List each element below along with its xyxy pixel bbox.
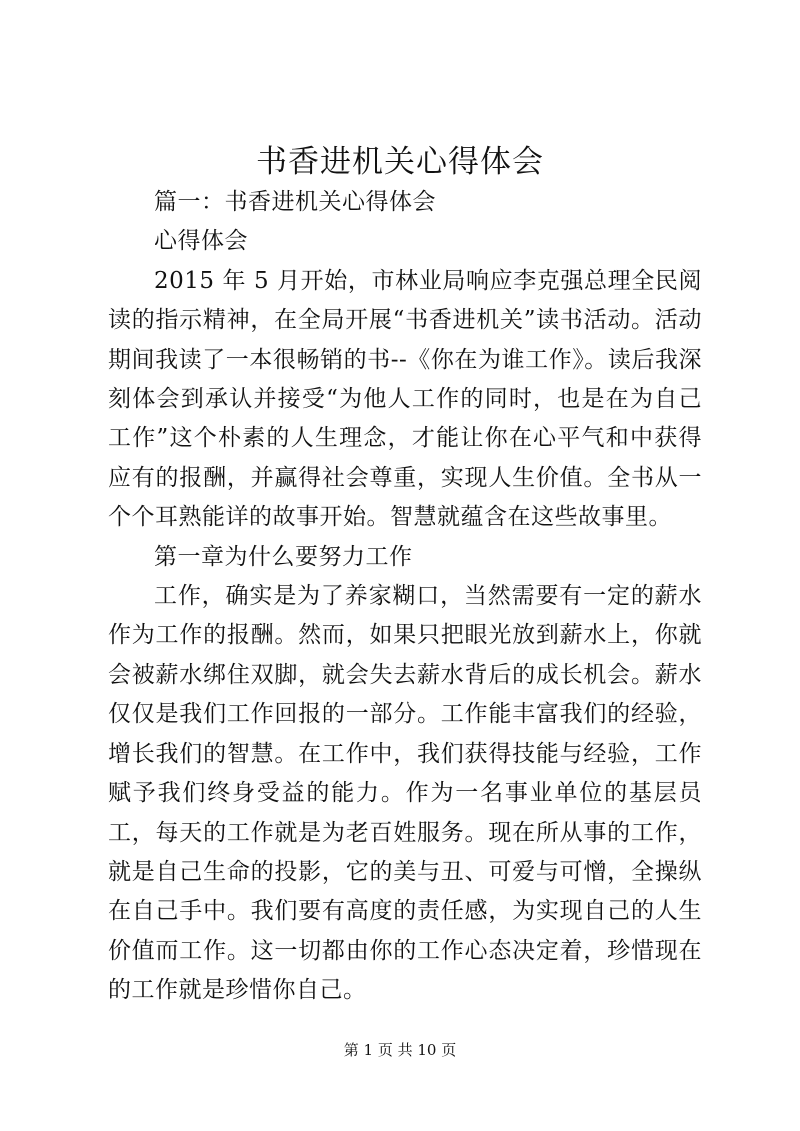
chapter-heading: 第一章为什么要努力工作 — [154, 543, 413, 570]
page-footer: 第 1 页 共 10 页 — [343, 1041, 457, 1059]
paragraph-chapter-one: 工作，确实是为了养家糊口，当然需要有一定的薪水作为工作的报酬。然而，如果只把眼光放到薪水上，你就会被薪水绑住双脚，就会失去薪水背后的成长机会。薪水仅仅是我们工作回报的一部分。工作能丰富我们的经验，增长我们的智慧。在工作中，我们获得技能与经验，工作赋予我们终身受益的能力。作为一名事业单位的基层员工，每天的工作就是为老百姓服务。现在所从事的工作，就是自己生命的投影，它的美与丑、可爱与可憎，全操纵在自己手中。我们要有高度的责任感，为实现自己的人生价值而工作。这一切都由你的工作心态决定着，珍惜现在的工作就是珍惜你自己。 — [108, 583, 702, 1004]
subheading: 心得体会 — [154, 228, 248, 255]
document-body — [108, 183, 702, 1011]
paragraph-intro: 2015 年 5 月开始，市林业局响应李克强总理全民阅读的指示精神，在全局开展“书香进机关”读书活动。活动期间我读了一本很畅销的书--《你在为谁工作》。读后我深刻体会到承认并接受“为他人工作的同时，也是在为自己工作”这个朴素的人生理念，才能让你在心平气和中获得应有的报酬，并赢得社会尊重，实现人生价值。全书从一个个耳熟能详的故事开始。智慧就蕴含在这些故事里。 — [108, 267, 702, 531]
document-title: 书香进机关心得体会 — [256, 144, 544, 180]
section-heading: 篇一：书香进机关心得体会 — [154, 189, 436, 215]
